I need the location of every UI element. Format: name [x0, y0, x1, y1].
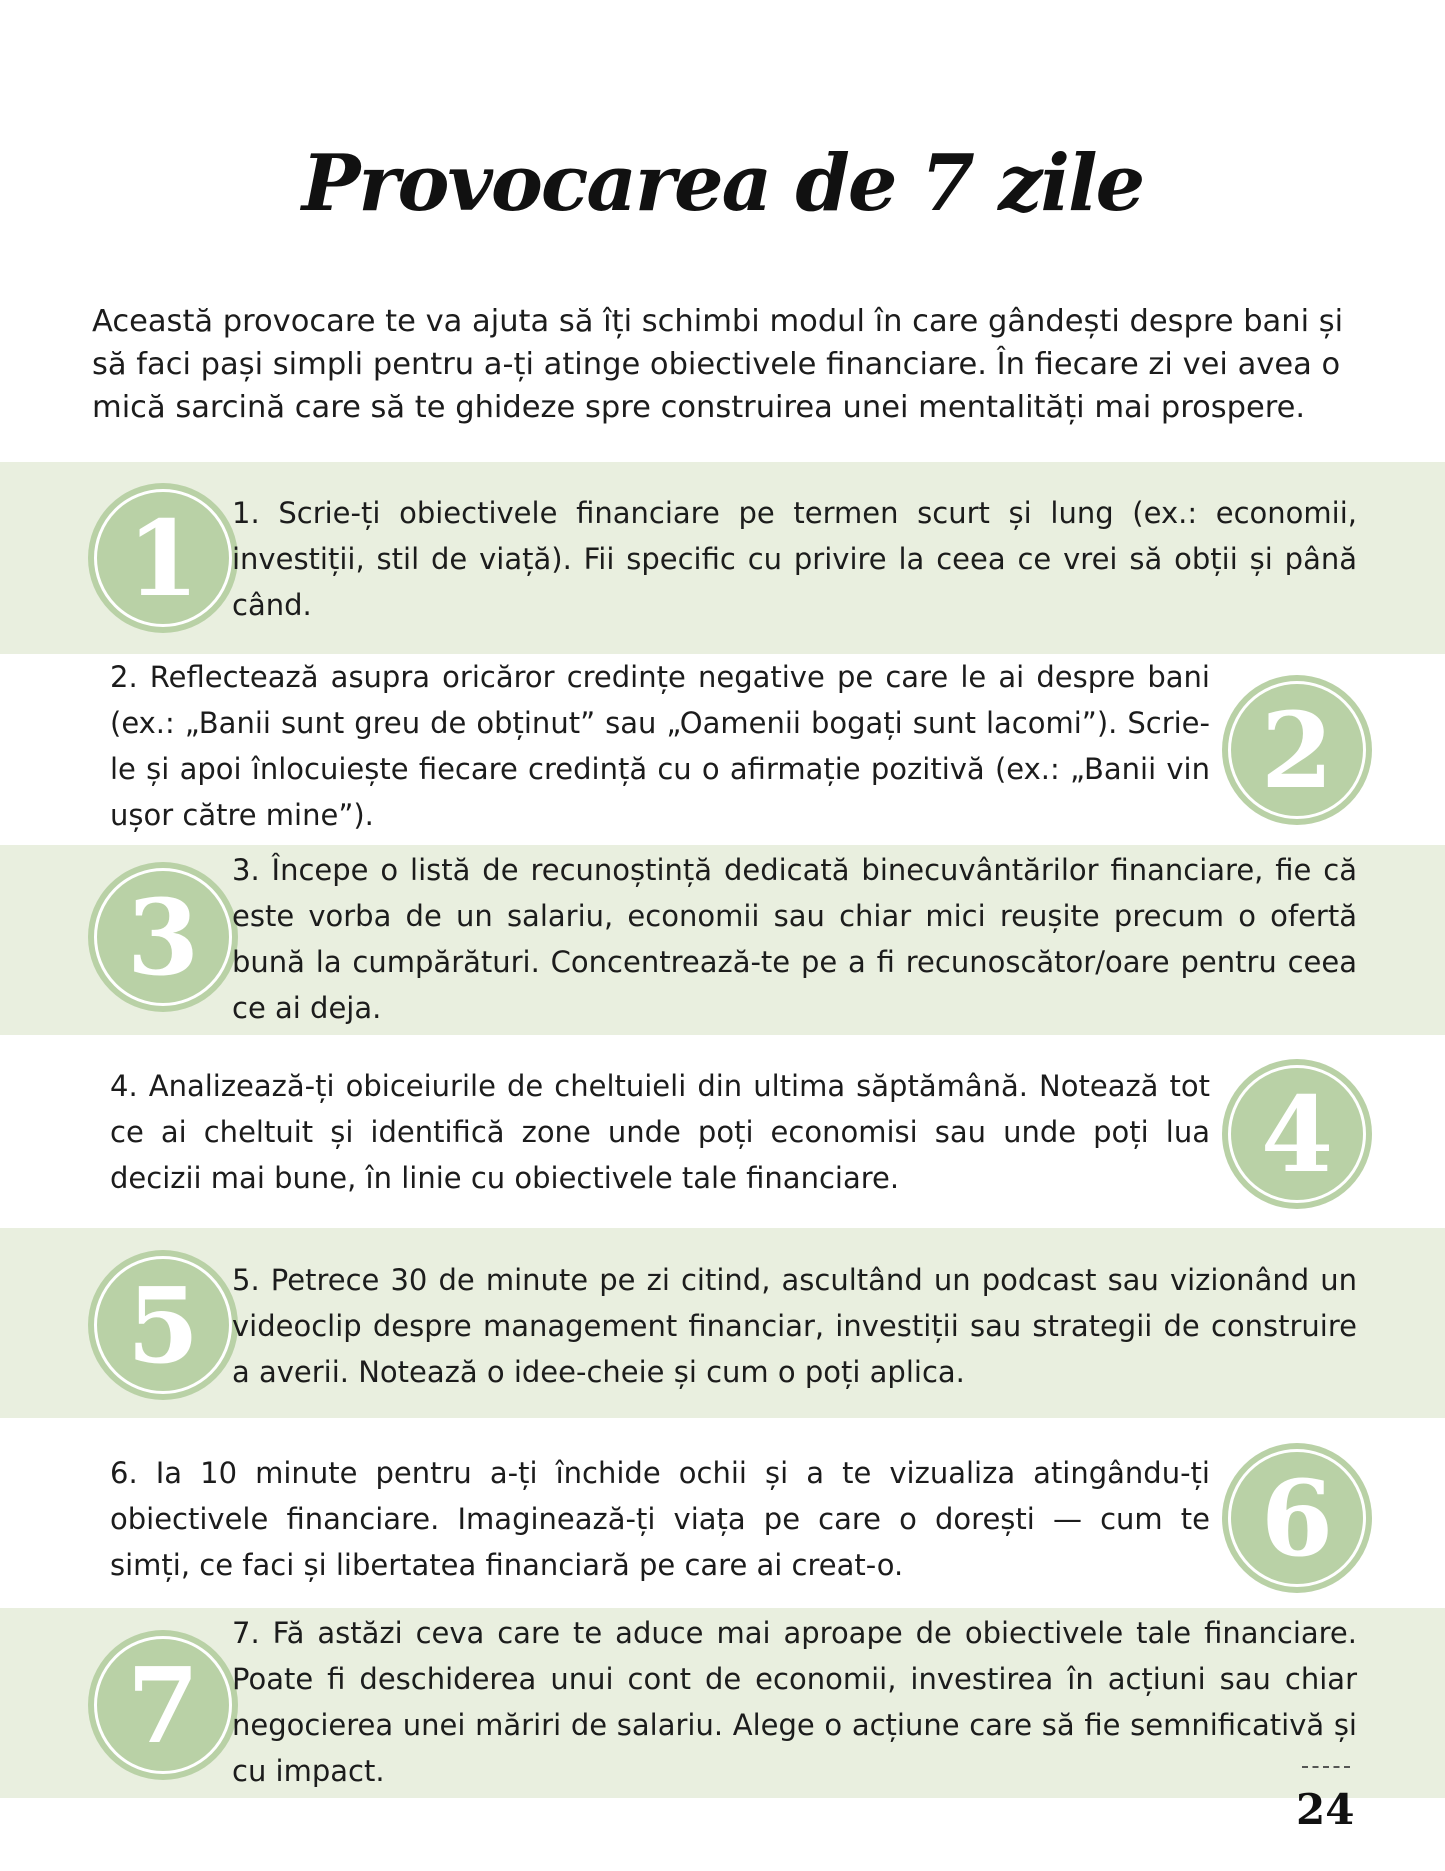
number-badge-6-icon	[1222, 1443, 1372, 1593]
task-3-text: 3. Începe o listă de recunoștință dedicată binecuvântărilor financiare, fie că este vorba de un salariu, economii sau chiar mici reușite precum o ofertă bună la cumpărături. Concentrează-te pe a fi recunoscător/oare pentru ceea ce ai deja.	[232, 853, 1357, 1025]
page-number: 24	[1296, 1785, 1355, 1834]
page-title: Provocarea de 7 zile	[301, 138, 1144, 229]
task-6-text: 6. Ia 10 minute pentru a-ți închide ochii și a te vizualiza atingându-ți obiectivele financiare. Imaginează-ți viața pe care o dorești — cum te simți, ce faci și libertatea financiară pe care ai creat-o.	[110, 1456, 1210, 1582]
number-badge-5-icon	[88, 1250, 238, 1400]
badge-digit-2: 2	[1260, 688, 1334, 812]
task-7-text: 7. Fă astăzi ceva care te aduce mai aproape de obiectivele tale financiare. Poate fi deschiderea unui cont de economii, investirea în acțiuni sau chiar negocierea unei măriri de salariu. Alege o acțiune care să fie semnificativă și cu impact.	[232, 1616, 1357, 1788]
badge-digit-6: 6	[1260, 1456, 1334, 1580]
number-badge-7-icon	[88, 1630, 238, 1780]
task-1-text: 1. Scrie-ți obiectivele financiare pe termen scurt și lung (ex.: economii, investiții, stil de viață). Fii specific cu privire la ceea ce vrei să obții și până când.	[232, 496, 1357, 622]
badge-digit-3: 3	[126, 875, 200, 999]
task-2-text: 2. Reflectează asupra oricăror credințe negative pe care le ai despre bani (ex.: „Banii sunt greu de obținut” sau „Oamenii bogați sunt lacomi”). Scrie-le și apoi înlocuiește fiecare credință cu o afirmație pozitivă (ex.: „Banii vin ușor către mine”).	[110, 660, 1210, 832]
task-4-text: 4. Analizează-ți obiceiurile de cheltuieli din ultima săptămână. Notează tot ce ai cheltuit și identifică zone unde poți economisi sau unde poți lua decizii mai bune, în linie cu obiectivele tale financiare.	[110, 1069, 1210, 1195]
number-badge-4-icon	[1222, 1059, 1372, 1209]
page-number-divider	[1302, 1766, 1350, 1771]
badge-digit-7: 7	[126, 1643, 200, 1767]
task-5-text: 5. Petrece 30 de minute pe zi citind, ascultând un podcast sau vizionând un videoclip despre management financiar, investiții sau strategii de construire a averii. Notează o idee-cheie și cum o poți aplica.	[232, 1263, 1357, 1389]
intro-paragraph: Această provocare te va ajuta să îți schimbi modul în care gândești despre bani și să faci pași simpli pentru a-ți atinge obiectivele financiare. În fiecare zi vei avea o mică sarcină care să te ghideze spre construirea unei mentalități mai prospere.	[92, 304, 1344, 425]
number-badge-3-icon	[88, 862, 238, 1012]
number-badge-1-icon	[88, 483, 238, 633]
badge-digit-4: 4	[1260, 1072, 1334, 1196]
badge-digit-5: 5	[126, 1263, 200, 1387]
badge-digit-1: 1	[126, 496, 200, 620]
number-badge-2-icon	[1222, 675, 1372, 825]
